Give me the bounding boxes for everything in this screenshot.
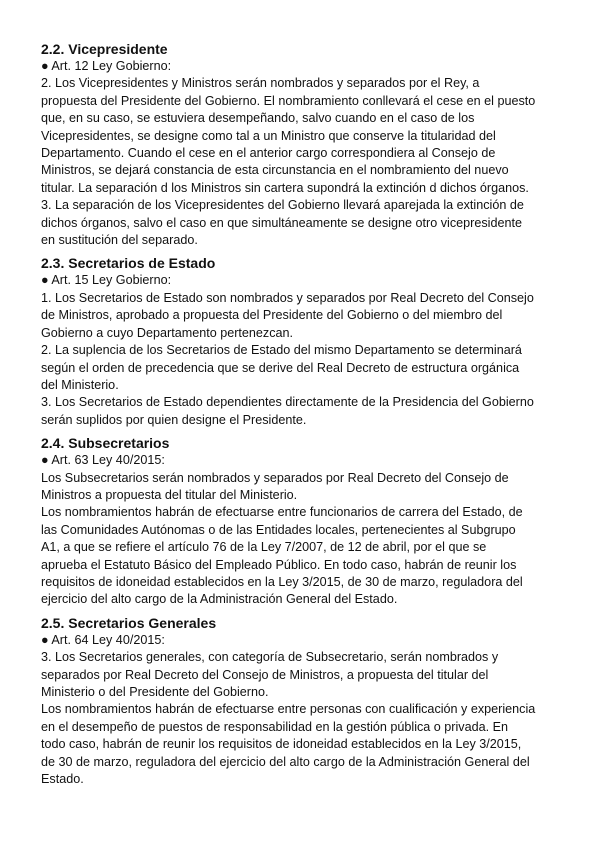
text-line: Ministros a propuesta del titular del Ministerio. [41,487,298,502]
text-line: del Ministerio. [41,377,119,392]
text-line: de Ministros, aprobado a propuesta del Presidente del Gobierno o del miembro del [41,308,503,323]
section-heading: 2.3. Secretarios de Estado [41,255,216,272]
text-line: Los Subsecretarios serán nombrados y separados por Real Decreto del Consejo de [41,470,509,485]
text-line: aprueba el Estatuto Básico del Empleado Público. En todo caso, habrán de reunir los [41,557,517,572]
text-line: Departamento. Cuando el cese en el anterior cargo correspondiera al Consejo de [41,146,496,161]
text-line: las Comunidades Autónomas o de las Entidades locales, pertenecientes al Subgrupo [41,522,516,537]
text-line: A1, a que se refiere el artículo 76 de la Ley 7/2007, de 12 de abril, por el que se [41,540,487,555]
text-line: Gobierno a cuyo Departamento pertenezcan. [41,325,294,340]
section-vicepresidente [41,41,561,249]
section-secretarios-generales [41,615,561,789]
text-line: Vicepresidentes, se designe como tal a un Ministro que conserve la titularidad del [41,128,496,143]
text-line: requisitos de idoneidad establecidos en la Ley 3/2015, de 30 de marzo, reguladora del [41,574,523,589]
text-line: 3. Los Secretarios de Estado dependientes directamente de la Presidencia del Gobierno [41,395,534,410]
text-line: que, en su caso, se estuviera desempeñando, salvo cuando en el caso de los [41,111,475,126]
section-secretarios-de-estado [41,255,561,429]
text-line: según el orden de precedencia que se derive del Real Decreto de estructura orgánica [41,360,520,375]
text-line: propuesta del Presidente del Gobierno. El nombramiento conllevará el cese en el puesto [41,93,536,108]
text-line: en el desempeño de puestos de responsabilidad en la gestión pública o privada. En [41,719,508,734]
text-line: 3. Los Secretarios generales, con categoría de Subsecretario, serán nombrados y [41,650,499,665]
text-line: 2. La suplencia de los Secretarios de Estado del mismo Departamento se determinará [41,343,522,358]
article-reference: ● Art. 63 Ley 40/2015: [41,453,165,468]
text-line: titular. La separación d los Ministros sin cartera supondrá la extinción d dichos órganos. [41,180,529,195]
text-line: 2. Los Vicepresidentes y Ministros serán nombrados y separados por el Rey, a [41,76,480,91]
section-subsecretarios [41,435,561,609]
text-line: de 30 de marzo, reguladora del ejercicio del alto cargo de la Administración General del [41,754,530,769]
text-line: todo caso, habrán de reunir los requisitos de idoneidad establecidos en la Ley 3/2015, [41,737,522,752]
text-line: en sustitución del separado. [41,233,198,248]
text-line: serán suplidos por quien designe el Presidente. [41,412,307,427]
text-line: Ministerio o del Presidente del Gobierno. [41,685,269,699]
text-line: 1. Los Secretarios de Estado son nombrados y separados por Real Decreto del Consejo [41,290,534,305]
article-reference: ● Art. 15 Ley Gobierno: [41,273,172,288]
section-heading: 2.4. Subsecretarios [41,435,170,452]
section-heading: 2.5. Secretarios Generales [41,614,217,631]
text-line: Los nombramientos habrán de efectuarse entre funcionarios de carrera del Estado, de [41,505,523,520]
text-line: ejercicio del alto cargo de la Administración General del Estado. [41,592,398,607]
document-page [41,41,561,794]
text-line: separados por Real Decreto del Consejo de Ministros, a propuesta del titular del [41,667,489,682]
text-line: Los nombramientos habrán de efectuarse entre personas con cualificación y experiencia [41,702,536,717]
text-line: Ministros, se dejará constancia de esta circunstancia en el nombramiento del nuevo [41,163,509,178]
text-line: Estado. [41,772,84,787]
article-reference: ● Art. 64 Ley 40/2015: [41,632,165,647]
text-line: dichos órganos, salvo el caso en que simultáneamente se designe otro vicepresidente [41,215,522,230]
article-reference: ● Art. 12 Ley Gobierno: [41,59,172,73]
section-heading: 2.2. Vicepresidente [41,41,168,57]
text-line: 3. La separación de los Vicepresidentes del Gobierno llevará aparejada la extinción de [41,198,524,213]
